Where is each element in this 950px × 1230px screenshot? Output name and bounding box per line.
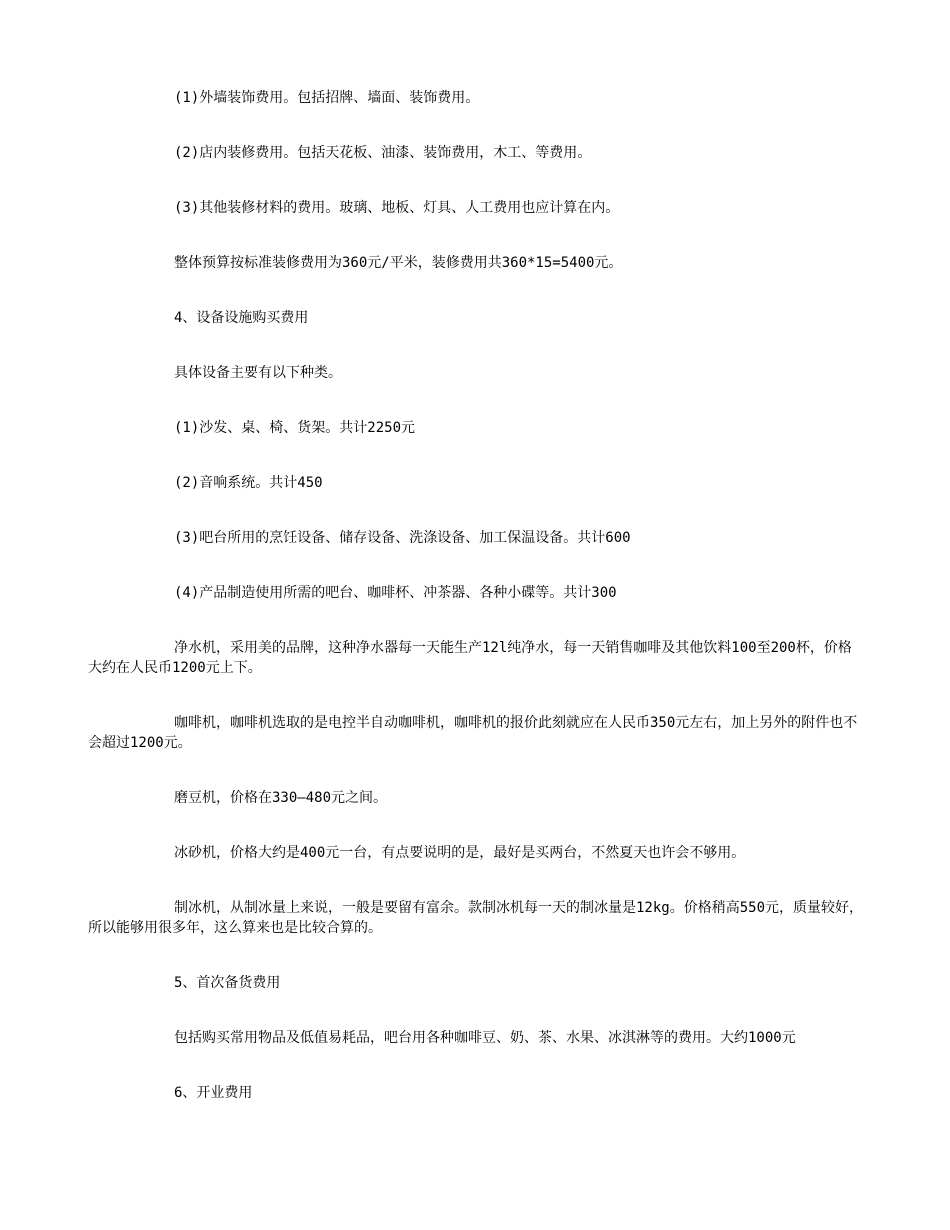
section-heading-equipment: 4、设备设施购买费用: [174, 310, 309, 326]
paragraph-bar-utensils: (4)产品制造使用所需的吧台、咖啡杯、冲茶器、各种小碟等。共计300: [174, 585, 617, 601]
paragraph-grinder: 磨豆机，价格在330—480元之间。: [174, 790, 388, 806]
paragraph-water-purifier: 净水机，采用美的品牌，这种净水器每一天能生产12l纯净水，每一天销售咖啡及其他饮料100至200杯，价格大约在人民币1200元上下。: [88, 640, 852, 676]
paragraph-exterior-decoration: (1)外墙装饰费用。包括招牌、墙面、装饰费用。: [174, 90, 480, 106]
paragraph-ice-blender: 冰砂机，价格大约是400元一台，有点要说明的是，最好是买两台，不然夏天也许会不够用。: [174, 845, 746, 861]
paragraph-equipment-intro: 具体设备主要有以下种类。: [174, 365, 342, 381]
section-heading-initial-stock: 5、首次备货费用: [174, 975, 281, 991]
paragraph-furniture: (1)沙发、桌、椅、货架。共计2250元: [174, 420, 416, 436]
paragraph-overall-budget: 整体预算按标准装修费用为360元/平米，装修费用共360*15=5400元。: [174, 255, 623, 271]
paragraph-interior-renovation: (2)店内装修费用。包括天花板、油漆、装饰费用，木工、等费用。: [174, 145, 592, 161]
document-body: [88, 88, 863, 1103]
paragraph-initial-stock: 包括购买常用物品及低值易耗品，吧台用各种咖啡豆、奶、茶、水果、冰淇淋等的费用。大约1000元: [174, 1030, 796, 1046]
section-heading-opening-costs: 6、开业费用: [174, 1085, 253, 1101]
paragraph-coffee-machine: 咖啡机，咖啡机选取的是电控半自动咖啡机，咖啡机的报价此刻就应在人民币350元左右，加上另外的附件也不会超过1200元。: [88, 715, 858, 751]
paragraph-bar-equipment: (3)吧台所用的烹饪设备、储存设备、洗涤设备、加工保温设备。共计600: [174, 530, 631, 546]
paragraph-ice-maker: 制冰机，从制冰量上来说，一般是要留有富余。款制冰机每一天的制冰量是12kg。价格稍高550元，质量较好，所以能够用很多年，这么算来也是比较合算的。: [88, 900, 863, 936]
paragraph-audio-system: (2)音响系统。共计450: [174, 475, 323, 491]
paragraph-other-materials: (3)其他装修材料的费用。玻璃、地板、灯具、人工费用也应计算在内。: [174, 200, 620, 216]
